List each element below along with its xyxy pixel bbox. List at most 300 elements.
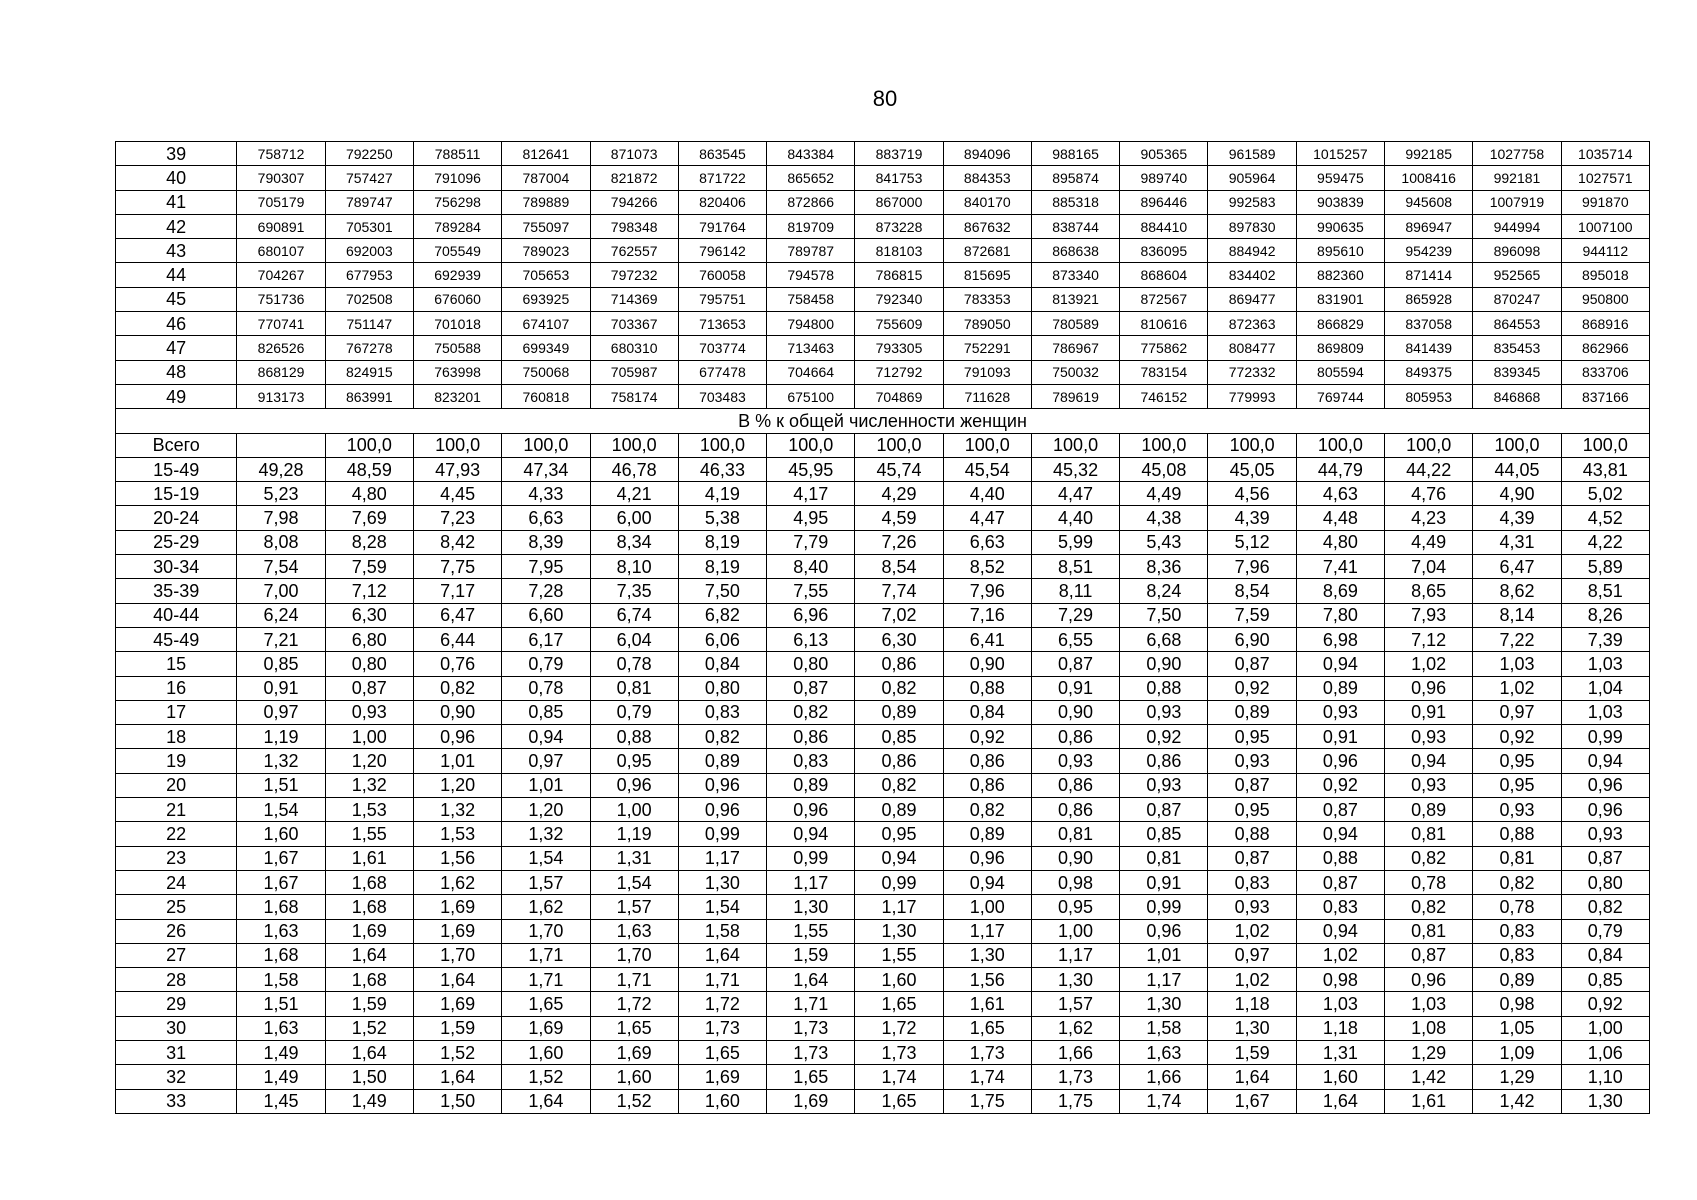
table-cell: 1,55 <box>855 943 943 967</box>
table-row <box>116 142 1650 166</box>
table-cell: 5,43 <box>1120 530 1208 554</box>
table-cell: 1,32 <box>325 773 413 797</box>
table-cell: 871414 <box>1385 263 1473 287</box>
table-row <box>116 1065 1650 1089</box>
table-cell: 0,94 <box>1561 749 1649 773</box>
table-cell: 677953 <box>325 263 413 287</box>
table-cell: 1,30 <box>767 895 855 919</box>
table-cell: 45,05 <box>1208 457 1296 481</box>
table-cell: 0,97 <box>237 700 325 724</box>
table-cell: 4,23 <box>1385 506 1473 530</box>
table-cell: 0,78 <box>1385 870 1473 894</box>
table-cell: 794578 <box>767 263 855 287</box>
table-row <box>116 895 1650 919</box>
table-cell: 7,04 <box>1385 555 1473 579</box>
table-cell: 751147 <box>325 312 413 336</box>
table-cell: 0,92 <box>1296 773 1384 797</box>
table-cell: 1,71 <box>590 968 678 992</box>
table-cell: 1,56 <box>413 846 501 870</box>
table-cell: 4,56 <box>1208 482 1296 506</box>
table-cell: 100,0 <box>767 433 855 457</box>
table-cell: 1,06 <box>1561 1040 1649 1064</box>
table-cell: 1,02 <box>1385 652 1473 676</box>
table-cell: 7,50 <box>678 579 766 603</box>
table-cell: 0,89 <box>1385 798 1473 822</box>
table-cell: 1,04 <box>1561 676 1649 700</box>
table-cell: 100,0 <box>1473 433 1561 457</box>
table-cell: 0,96 <box>1561 798 1649 822</box>
table-row <box>116 457 1650 481</box>
table-cell: 1,58 <box>237 968 325 992</box>
table-cell: 0,82 <box>413 676 501 700</box>
table-cell: 0,90 <box>1120 652 1208 676</box>
table-cell: 44,05 <box>1473 457 1561 481</box>
table-cell: 0,83 <box>1473 919 1561 943</box>
table-cell: 758458 <box>767 287 855 311</box>
table-cell: 1,65 <box>590 1016 678 1040</box>
table-cell: 1,30 <box>855 919 943 943</box>
table-cell: 705653 <box>502 263 590 287</box>
table-cell: 1,69 <box>413 992 501 1016</box>
table-cell: 944112 <box>1561 239 1649 263</box>
table-cell: 1,05 <box>1473 1016 1561 1040</box>
table-cell: 833706 <box>1561 360 1649 384</box>
table-cell: 1,65 <box>943 1016 1031 1040</box>
table-cell: 6,63 <box>943 530 1031 554</box>
table-cell: 6,55 <box>1031 627 1119 651</box>
table-row <box>116 700 1650 724</box>
table-cell: 872866 <box>767 190 855 214</box>
table-cell: 0,89 <box>943 822 1031 846</box>
table-cell: 0,91 <box>1120 870 1208 894</box>
table-cell: 1,64 <box>502 1089 590 1113</box>
table-cell: 1,00 <box>590 798 678 822</box>
table-cell: 705301 <box>325 214 413 238</box>
table-cell: 8,14 <box>1473 603 1561 627</box>
table-cell: 770741 <box>237 312 325 336</box>
row-label: 44 <box>116 263 237 287</box>
table-cell: 1,69 <box>413 919 501 943</box>
table-cell: 1,20 <box>413 773 501 797</box>
table-cell: 1,30 <box>943 943 1031 967</box>
table-cell: 47,93 <box>413 457 501 481</box>
table-cell: 0,93 <box>325 700 413 724</box>
table-cell: 712792 <box>855 360 943 384</box>
table-cell: 1,59 <box>767 943 855 967</box>
table-cell: 0,94 <box>1296 652 1384 676</box>
table-cell: 905365 <box>1120 142 1208 166</box>
table-cell: 0,79 <box>502 652 590 676</box>
table-cell: 1,03 <box>1561 652 1649 676</box>
table-cell: 1,49 <box>325 1089 413 1113</box>
table-cell: 808477 <box>1208 336 1296 360</box>
table-cell: 6,98 <box>1296 627 1384 651</box>
table-cell: 4,95 <box>767 506 855 530</box>
table-cell: 944994 <box>1473 214 1561 238</box>
table-cell: 0,94 <box>1296 919 1384 943</box>
table-cell: 1,42 <box>1473 1089 1561 1113</box>
table-cell: 818103 <box>855 239 943 263</box>
table-cell: 705549 <box>413 239 501 263</box>
table-cell: 873340 <box>1031 263 1119 287</box>
table-cell: 690891 <box>237 214 325 238</box>
table-cell: 1,74 <box>1120 1089 1208 1113</box>
table-cell: 865652 <box>767 166 855 190</box>
table-cell: 1,64 <box>325 1040 413 1064</box>
table-cell: 1,57 <box>590 895 678 919</box>
table-cell: 755609 <box>855 312 943 336</box>
table-cell: 7,41 <box>1296 555 1384 579</box>
table-cell: 6,82 <box>678 603 766 627</box>
table-cell: 0,93 <box>1385 725 1473 749</box>
table-cell: 1,69 <box>590 1040 678 1064</box>
table-cell: 0,86 <box>1031 725 1119 749</box>
table-cell: 867632 <box>943 214 1031 238</box>
row-label: 21 <box>116 798 237 822</box>
table-cell: 701018 <box>413 312 501 336</box>
table-cell: 0,93 <box>1031 749 1119 773</box>
table-cell: 0,91 <box>1031 676 1119 700</box>
table-cell: 705179 <box>237 190 325 214</box>
table-cell: 4,39 <box>1473 506 1561 530</box>
table-cell: 868638 <box>1031 239 1119 263</box>
table-cell: 0,92 <box>1120 725 1208 749</box>
table-cell: 885318 <box>1031 190 1119 214</box>
row-label: Всего <box>116 433 237 457</box>
table-row <box>116 968 1650 992</box>
table-cell: 100,0 <box>1296 433 1384 457</box>
table-row <box>116 627 1650 651</box>
table-cell: 1,73 <box>855 1040 943 1064</box>
table-cell: 1,60 <box>1296 1065 1384 1089</box>
table-cell: 0,82 <box>1473 870 1561 894</box>
table-cell: 5,02 <box>1561 482 1649 506</box>
table-cell: 1,60 <box>678 1089 766 1113</box>
table-cell: 896947 <box>1385 214 1473 238</box>
percent-values-section <box>116 433 1650 1113</box>
row-label: 30 <box>116 1016 237 1040</box>
table-cell: 0,96 <box>1296 749 1384 773</box>
table-cell: 0,78 <box>590 652 678 676</box>
table-cell: 703367 <box>590 312 678 336</box>
table-cell: 676060 <box>413 287 501 311</box>
table-cell: 0,96 <box>678 798 766 822</box>
table-cell: 0,92 <box>1208 676 1296 700</box>
table-cell: 100,0 <box>325 433 413 457</box>
row-label: 15-49 <box>116 457 237 481</box>
table-cell: 945608 <box>1385 190 1473 214</box>
table-row <box>116 725 1650 749</box>
table-cell: 7,29 <box>1031 603 1119 627</box>
row-label: 17 <box>116 700 237 724</box>
table-row <box>116 579 1650 603</box>
table-cell: 714369 <box>590 287 678 311</box>
table-cell: 792250 <box>325 142 413 166</box>
table-cell: 0,94 <box>1385 749 1473 773</box>
table-cell: 795751 <box>678 287 766 311</box>
table-cell: 0,96 <box>1561 773 1649 797</box>
table-cell: 0,95 <box>855 822 943 846</box>
table-cell: 837166 <box>1561 384 1649 408</box>
table-cell: 47,34 <box>502 457 590 481</box>
table-cell: 786815 <box>855 263 943 287</box>
table-cell: 1,55 <box>325 822 413 846</box>
row-label: 41 <box>116 190 237 214</box>
table-cell: 7,28 <box>502 579 590 603</box>
table-cell: 0,94 <box>855 846 943 870</box>
table-row <box>116 506 1650 530</box>
table-cell: 6,41 <box>943 627 1031 651</box>
table-cell: 992181 <box>1473 166 1561 190</box>
table-cell: 0,90 <box>413 700 501 724</box>
table-cell: 838744 <box>1031 214 1119 238</box>
table-cell: 46,78 <box>590 457 678 481</box>
table-cell: 789284 <box>413 214 501 238</box>
table-cell: 0,95 <box>1031 895 1119 919</box>
table-cell: 8,19 <box>678 555 766 579</box>
table-cell: 1,29 <box>1473 1065 1561 1089</box>
table-cell: 46,33 <box>678 457 766 481</box>
table-cell: 100,0 <box>855 433 943 457</box>
table-cell: 704267 <box>237 263 325 287</box>
table-cell: 1,10 <box>1561 1065 1649 1089</box>
table-cell: 6,68 <box>1120 627 1208 651</box>
table-row <box>116 773 1650 797</box>
table-cell: 789050 <box>943 312 1031 336</box>
table-cell: 831901 <box>1296 287 1384 311</box>
table-cell: 1,70 <box>502 919 590 943</box>
row-label: 30-34 <box>116 555 237 579</box>
table-cell: 868129 <box>237 360 325 384</box>
table-cell: 7,96 <box>943 579 1031 603</box>
table-cell: 1,49 <box>237 1040 325 1064</box>
table-cell: 0,82 <box>855 676 943 700</box>
row-label: 15-19 <box>116 482 237 506</box>
table-cell: 883719 <box>855 142 943 166</box>
table-row <box>116 312 1650 336</box>
table-cell: 1,65 <box>502 992 590 1016</box>
table-cell: 0,87 <box>1385 943 1473 967</box>
table-cell: 8,62 <box>1473 579 1561 603</box>
table-cell: 1,52 <box>413 1040 501 1064</box>
table-cell: 0,86 <box>943 773 1031 797</box>
table-cell: 769744 <box>1296 384 1384 408</box>
population-table <box>115 141 1650 1114</box>
table-cell: 4,33 <box>502 482 590 506</box>
table-cell: 0,95 <box>1473 749 1561 773</box>
table-cell: 45,08 <box>1120 457 1208 481</box>
table-cell: 6,44 <box>413 627 501 651</box>
table-cell: 7,74 <box>855 579 943 603</box>
table-cell: 1,64 <box>413 1065 501 1089</box>
table-cell: 4,47 <box>1031 482 1119 506</box>
table-cell: 100,0 <box>1561 433 1649 457</box>
row-label: 15 <box>116 652 237 676</box>
table-cell: 1,54 <box>502 846 590 870</box>
table-cell: 0,95 <box>590 749 678 773</box>
table-cell: 826526 <box>237 336 325 360</box>
table-cell: 794266 <box>590 190 678 214</box>
table-cell: 780589 <box>1031 312 1119 336</box>
table-cell: 4,31 <box>1473 530 1561 554</box>
table-row <box>116 798 1650 822</box>
table-cell: 703774 <box>678 336 766 360</box>
table-cell: 1,61 <box>943 992 1031 1016</box>
table-cell: 0,82 <box>943 798 1031 822</box>
table-cell: 1008416 <box>1385 166 1473 190</box>
table-cell: 4,49 <box>1120 482 1208 506</box>
table-cell: 0,80 <box>767 652 855 676</box>
table-cell: 6,06 <box>678 627 766 651</box>
table-cell: 8,24 <box>1120 579 1208 603</box>
table-cell: 1027571 <box>1561 166 1649 190</box>
table-cell: 895610 <box>1296 239 1384 263</box>
table-cell: 1,66 <box>1120 1065 1208 1089</box>
table-cell: 100,0 <box>1031 433 1119 457</box>
table-cell: 1,54 <box>237 798 325 822</box>
table-cell: 1,70 <box>413 943 501 967</box>
table-cell: 100,0 <box>943 433 1031 457</box>
table-cell: 1,30 <box>1120 992 1208 1016</box>
table-cell: 1,20 <box>325 749 413 773</box>
table-cell: 675100 <box>767 384 855 408</box>
row-label: 40-44 <box>116 603 237 627</box>
table-cell: 1,55 <box>767 919 855 943</box>
table-cell: 0,86 <box>1031 798 1119 822</box>
table-row <box>116 1040 1650 1064</box>
table-cell: 1,03 <box>1473 652 1561 676</box>
table-cell: 100,0 <box>502 433 590 457</box>
table-cell: 0,93 <box>1296 700 1384 724</box>
table-cell: 0,93 <box>1385 773 1473 797</box>
table-cell: 6,30 <box>325 603 413 627</box>
table-cell: 750032 <box>1031 360 1119 384</box>
table-cell: 1,32 <box>237 749 325 773</box>
table-cell: 758174 <box>590 384 678 408</box>
table-cell: 1,30 <box>1208 1016 1296 1040</box>
table-cell: 813921 <box>1031 287 1119 311</box>
table-cell: 1,74 <box>943 1065 1031 1089</box>
table-cell: 0,87 <box>1208 652 1296 676</box>
table-cell: 0,89 <box>1296 676 1384 700</box>
table-cell: 1,72 <box>678 992 766 1016</box>
table-cell: 8,28 <box>325 530 413 554</box>
row-label: 45 <box>116 287 237 311</box>
table-cell: 791096 <box>413 166 501 190</box>
table-cell: 834402 <box>1208 263 1296 287</box>
table-cell: 100,0 <box>1120 433 1208 457</box>
table-cell: 0,94 <box>943 870 1031 894</box>
table-cell: 0,90 <box>1031 700 1119 724</box>
table-cell: 1,17 <box>767 870 855 894</box>
table-cell: 8,51 <box>1031 555 1119 579</box>
table-cell: 1,69 <box>325 919 413 943</box>
table-cell: 839345 <box>1473 360 1561 384</box>
table-cell: 0,93 <box>1208 749 1296 773</box>
table-cell: 815695 <box>943 263 1031 287</box>
table-cell: 0,90 <box>943 652 1031 676</box>
table-cell: 7,12 <box>325 579 413 603</box>
table-cell: 7,50 <box>1120 603 1208 627</box>
table-cell: 0,83 <box>767 749 855 773</box>
table-cell: 1,51 <box>237 992 325 1016</box>
table-cell: 0,91 <box>237 676 325 700</box>
table-cell: 954239 <box>1385 239 1473 263</box>
table-cell: 1,18 <box>1208 992 1296 1016</box>
table-cell: 819709 <box>767 214 855 238</box>
table-cell: 5,23 <box>237 482 325 506</box>
table-cell: 6,47 <box>413 603 501 627</box>
table-cell: 1,03 <box>1296 992 1384 1016</box>
table-row <box>116 676 1650 700</box>
table-cell: 1,71 <box>502 968 590 992</box>
table-cell: 0,89 <box>767 773 855 797</box>
table-cell: 1,49 <box>237 1065 325 1089</box>
section-title: В % к общей численности женщин <box>116 409 1650 433</box>
table-cell: 788511 <box>413 142 501 166</box>
table-cell: 1,73 <box>767 1016 855 1040</box>
table-cell: 7,00 <box>237 579 325 603</box>
table-cell: 750068 <box>502 360 590 384</box>
table-cell: 1,63 <box>237 919 325 943</box>
table-cell: 1,73 <box>943 1040 1031 1064</box>
table-cell: 1,74 <box>855 1065 943 1089</box>
table-cell: 1,62 <box>502 895 590 919</box>
table-row <box>116 992 1650 1016</box>
table-cell: 762557 <box>590 239 678 263</box>
table-cell: 1,64 <box>1208 1065 1296 1089</box>
table-cell: 1,73 <box>767 1040 855 1064</box>
table-cell: 1,68 <box>325 870 413 894</box>
table-cell: 4,49 <box>1385 530 1473 554</box>
table-cell: 840170 <box>943 190 1031 214</box>
table-cell: 1,31 <box>1296 1040 1384 1064</box>
table-cell: 43,81 <box>1561 457 1649 481</box>
table-cell: 988165 <box>1031 142 1119 166</box>
table-cell: 0,81 <box>590 676 678 700</box>
table-cell: 867000 <box>855 190 943 214</box>
row-label: 27 <box>116 943 237 967</box>
table-row <box>116 360 1650 384</box>
table-cell: 1,09 <box>1473 1040 1561 1064</box>
table-cell: 8,19 <box>678 530 766 554</box>
table-cell: 4,90 <box>1473 482 1561 506</box>
table-cell: 1,65 <box>855 1089 943 1113</box>
table-cell: 793305 <box>855 336 943 360</box>
page-number: 80 <box>872 86 898 111</box>
table-cell: 0,99 <box>678 822 766 846</box>
table-cell: 992185 <box>1385 142 1473 166</box>
table-cell: 7,55 <box>767 579 855 603</box>
row-label: 18 <box>116 725 237 749</box>
table-cell: 100,0 <box>1208 433 1296 457</box>
table-cell: 7,23 <box>413 506 501 530</box>
row-label: 45-49 <box>116 627 237 651</box>
table-cell: 0,88 <box>1120 676 1208 700</box>
table-row <box>116 530 1650 554</box>
table-cell: 1,02 <box>1473 676 1561 700</box>
row-label: 35-39 <box>116 579 237 603</box>
row-label: 19 <box>116 749 237 773</box>
table-row <box>116 166 1650 190</box>
table-cell: 8,36 <box>1120 555 1208 579</box>
table-cell: 0,81 <box>1385 919 1473 943</box>
table-cell: 0,80 <box>1561 870 1649 894</box>
table-cell: 45,54 <box>943 457 1031 481</box>
table-cell: 7,59 <box>325 555 413 579</box>
table-cell: 1,42 <box>1385 1065 1473 1089</box>
table-cell: 0,94 <box>767 822 855 846</box>
